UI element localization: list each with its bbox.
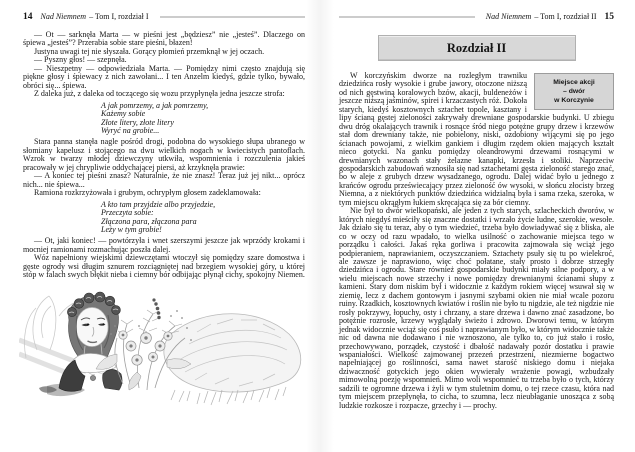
page-right: [320, 0, 635, 452]
margin-note-line: w Korczynie: [554, 97, 594, 104]
verse-line: A kto tam przyjdzie albo przyjedzie,: [101, 199, 216, 209]
page-header-left: [23, 12, 305, 22]
header-rule: [160, 16, 305, 18]
paragraph: — Ot — sarknęła Marta — w pieśni jest „będziesz” nie „jesteś”. Dlaczego on śpiewa „jesteś”? Przerabia sobie stare pieśni, błazen!: [23, 30, 305, 48]
chapter-reference: – Tom I, rozdział I: [89, 12, 149, 21]
song-verse-2: [101, 201, 305, 235]
illustration-woman-with-flowers: [19, 288, 311, 416]
paragraph: — A koniec tej pieśni znasz? Naturalnie, że nie znasz! Teraz już jej nikt... oprócz nich... nie śpiewa...: [23, 171, 305, 189]
verse-line: A jak pomrzemy, a jak pomrzemy,: [101, 100, 209, 110]
verse-line: Złączona para, złączona para: [101, 216, 197, 226]
paragraph: — Pyszny głos! — szepnęła.: [34, 55, 127, 65]
paragraph: Z daleka już, z daleka od toczącego się wozu przypłynęła jedna jeszcze strofa:: [34, 89, 285, 99]
book-title: Nad Niemnem: [485, 12, 532, 21]
page-body-left: [23, 31, 305, 416]
paragraph: Ramiona rozkrzyżowała i grubym, ochrypłym głosem zadeklamowała:: [34, 188, 261, 198]
paragraph: — Nieszpetny — odpowiedziała Marta. — Pomiędzy nimi często znajdują się piękne głosy i śpiewacy z nich zawołani... I ten Anzelm kiedyś, gdzie tylko, bywało, obróci się... śpiewa.: [23, 63, 305, 90]
song-verse-1: [101, 102, 305, 136]
verse-line: Złote litery, złote litery: [101, 117, 174, 127]
verse-line: Każemy sobie: [101, 109, 146, 119]
page-header-right: [339, 12, 614, 22]
margin-note-line: Miejsce akcji: [553, 79, 595, 86]
paragraph: W korczyńskim dworze na rozległym trawniku dziedzińca rosły wysokie i grube jawory, otoczone niższą od nich gęstwiną koralowych bzów, akacji, buldeneżów i jeszcze niższą jaśminów, spirei i krzaczastych róż. Dokoła starych, kiedyś kosztownych sztachet topole, kasztany i lipy ścianą gęstej zieloności zakrywały drewniane gospodarskie budynki. U zbiegu dwu dróg okalających trawnik i rosnące śród niego potężne grupy drzew i krzewów stał dom drewniany także, nie pobielony, niski, ozdobiony wijącymi się po jego ścianach powojami, z wielkim gankiem i długim rzędem okien mających kształt nieco gotycki. Na ganku pomiędzy oleandrowymi drzewami rosnącymi w drewnianych wazonach stały żelazne kanapki, krzesła i stoliki. Naprzeciw gospodarskich zabudowań wznosiła się nad sztachetami gęsta zieloność starego znać, bo w aleje z grubych drzew wysadzanego, ogrodu. Dalej widać było u jednego z krańców ogrodu przeświecający przez zieloność ów wysoki, w słońcu złocisty brzeg Niemna, a z niektórych punktów dziedzińca widzialną była i sama rzeka, szeroka, w tym miejscu okrągłym łukiem skręcająca się za bór ciemny.: [339, 71, 614, 207]
paragraph: — Ot, jaki koniec! — powtórzyła i wnet szerszymi jeszcze jak wprzódy krokami i mocniej ramionami rozmachując poszła dalej.: [23, 236, 305, 254]
verse-line: Wyryć na grobie...: [101, 125, 160, 135]
paragraph: Justyna uwagi tej nie słyszała. Gorący płomień przemknął w jej oczach.: [34, 46, 265, 56]
page-body-right: [339, 72, 614, 410]
margin-note-setting: [534, 73, 614, 110]
page-number-right: 15: [604, 12, 614, 22]
illustration-drawing: [19, 288, 311, 416]
page-number-left: 14: [23, 12, 33, 22]
paragraph: Nie był to dwór wielkopański, ale jeden z tych starych, szlacheckich dworów, w których niegdyś mieściły się znaczne dostatki i wrzało życie ludne, szerokie, wesołe. Jak działo się tu teraz, aby o tym wiedzieć, trzeba było dowiadywać się z bliska, ale co w oczy od razu wpadało, to wielka usilność o zachowanie miejsca tego w porządku i całości. Jakaś ręka gorliwa i pracowita zajmowała się wciąż jego podpieraniem, naprawianiem, oczyszczaniem. Sztachety psuły się tu po wielekroć, ale zawsze je naprawiono, więc choć połatane, stały prosto i dobrze strzegły dziedzińca i ogrodu. Stare również gospodarskie budynki miały silne podpory, a w wielu miejscach nowe strzechy i nowe pomiędzy drewnianymi ścianami słupy z kamieni. Stary dom niskim był i widocznie z każdym rokiem więcej wsuwał się w ziemię, lecz z dachem gontowym i jasnymi szybami okien nie miał wcale pozoru ruiny. Rzadkich, kosztownych kwiatów i roślin nie było tu nigdzie, ale też nigdzie nie rosły pokrzywy, łopuchy, osty i chrzany, a stare drzewa i dawno znać zasadzone, bo potężnie rozrosłe, krzewy wyglądały świeżo i zdrowo. Dworowi temu, w którym jednak widocznie wciąż się coś psuło i naprawianym było, w którym widocznie także nic od dawna nie dodawano i nie wznoszono, ale tylko to, co już stało i rosło, przechowywano, porządek, czystość i dbałość nadawały pozór dostatku i prawie wspaniałości. Wielkość zajmowanej przezeń przestrzeni, niezmierne bogactwo napełniającej go roślinności, sama nawet starość niskiego domu i niejaka dziwaczność gotyckich jego okien wywierały wrażenie powagi, wzbudzały mimowolną poezję wspomnień. Mimo woli wspomnieć tu trzeba było o tych, którzy sadzili te ogromne drzewa i żyli w tym stuletnim domu, o tej rzece czasu, która nad tym miejscem przepłynęła, to cicha, to szumna, lecz nieubłaganie unosząca z sobą ludzkie rozkosze i rozpacze, grzechy i — prochy.: [339, 206, 614, 410]
margin-note-line: – dwór: [563, 88, 585, 95]
paragraph: Wóz napełniony wiejskimi dziewczętami wtoczył się pomiędzy szare domostwa i gęste ogrody wsi długim sznurem rozciągniętej nad brzegiem wysokiej góry, u której stóp w falach swych błękit nieba i ciemny bór odbijając płynął cichy, spokojny Niemen.: [23, 253, 305, 280]
chapter-title: Rozdział II: [446, 41, 507, 55]
chapter-reference: – Tom I, rozdział II: [534, 12, 597, 21]
chapter-title-box: [378, 35, 576, 61]
paragraph: Stara panna stanęła nagle pośród drogi, podobna do wysokiego słupa ubranego w słomiany kapelusz i stojącego na dwu wielkich nogach w kwiecistych pantoflach. Wzrok w twarzy młodej dziewczyny utkwiła, wspomnienia i rozczulenia jakieś pracowały w jej chrypliwie oddychającej piersi, aż krzyknęła prawie:: [23, 137, 305, 172]
verse-line: Przeczyta sobie:: [101, 208, 154, 218]
header-rule: [339, 16, 475, 18]
book-title: Nad Niemnem: [40, 12, 87, 21]
verse-line: Leży w tym grobie!: [101, 224, 162, 234]
